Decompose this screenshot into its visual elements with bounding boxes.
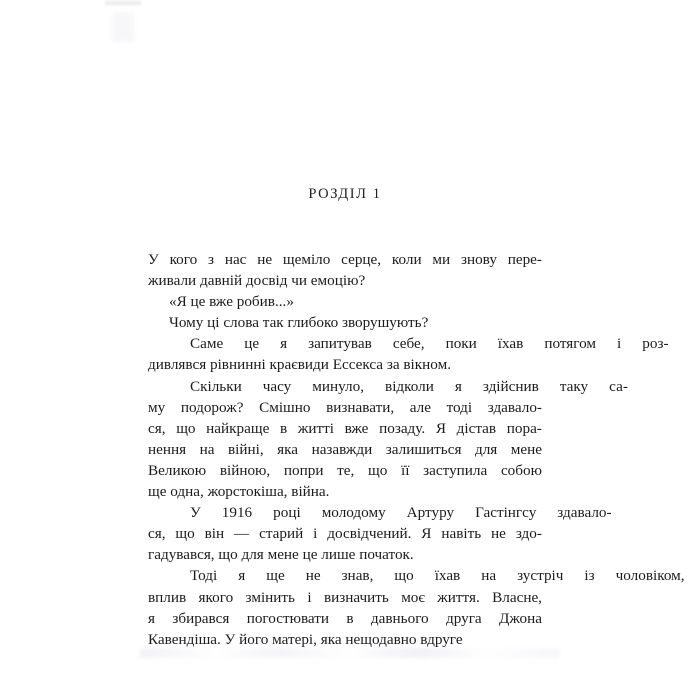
text-line	[148, 418, 542, 439]
text-word: давнього	[370, 609, 429, 627]
text-word: ся,	[148, 525, 166, 543]
text-word: здавало-	[487, 398, 542, 416]
text-word: погостювати	[246, 609, 330, 627]
text-word: друга	[445, 609, 482, 627]
text-word: я	[148, 609, 155, 627]
text-word: я	[280, 335, 288, 353]
text-line	[148, 587, 542, 608]
paragraph	[148, 333, 669, 375]
text-word: на	[199, 440, 215, 458]
text-word: зустріч	[517, 567, 564, 585]
text-word: позаду.	[379, 419, 426, 437]
text-line: Кавендіша. У його матері, яка нещодавно вдруге	[148, 630, 463, 648]
text-word: я	[238, 567, 246, 585]
text-word: Артуру	[406, 504, 455, 522]
text-word: Власне,	[492, 588, 542, 606]
text-word: війною,	[219, 461, 271, 479]
text-word: моє	[401, 588, 425, 606]
paragraph	[148, 376, 628, 503]
text-word: якого	[198, 588, 234, 606]
text-word: яка	[277, 440, 299, 458]
body-text	[148, 249, 685, 650]
text-line: гадувався, що для мене це лише початок.	[148, 546, 414, 564]
chapter-heading: РОЗДІЛ 1	[308, 186, 382, 202]
text-line	[148, 608, 542, 629]
text-word: ще	[266, 567, 285, 585]
text-word: досвідчений.	[327, 525, 412, 543]
text-word: Я	[421, 525, 432, 543]
text-word: вже	[344, 419, 369, 437]
text-word: але	[409, 398, 431, 416]
text-word: не	[491, 525, 506, 543]
text-word: що	[394, 567, 414, 585]
text-word: змінить	[245, 588, 295, 606]
text-line	[148, 439, 542, 460]
text-word: і	[307, 588, 312, 606]
text-word: для	[474, 440, 498, 458]
text-word: Скільки	[190, 377, 242, 395]
text-word: кого	[169, 251, 198, 268]
text-word: потягом	[544, 335, 597, 353]
paragraph	[148, 502, 612, 565]
text-word: назавжди	[311, 440, 373, 458]
text-word: і	[313, 525, 318, 543]
text-word: навіть	[441, 525, 482, 543]
paragraph	[148, 312, 542, 333]
text-line	[148, 523, 542, 544]
paragraph	[148, 249, 542, 291]
text-word: здавало-	[557, 504, 612, 522]
text-word: війні,	[228, 440, 264, 458]
text-line	[148, 249, 542, 270]
text-word: те,	[337, 461, 355, 479]
text-word: подорож?	[180, 398, 244, 416]
text-word: найкраще	[206, 419, 270, 437]
text-word: Джона	[499, 609, 542, 627]
text-word: що	[176, 419, 196, 437]
text-word: поки	[445, 335, 477, 353]
text-word: молодому	[321, 504, 386, 522]
text-word: нення	[148, 440, 187, 458]
text-line	[148, 397, 542, 418]
text-word: нас	[224, 251, 247, 268]
text-word: чоловіком,	[615, 567, 685, 585]
text-word: не	[305, 567, 321, 585]
text-word: 1916	[221, 504, 253, 522]
text-line: живали давній досвід чи емоцію?	[148, 272, 366, 290]
text-word: серце,	[341, 251, 382, 268]
text-word: знав,	[341, 567, 374, 585]
text-line	[148, 565, 685, 586]
text-word: Гастінгсу	[475, 504, 537, 522]
text-word: знову	[460, 251, 497, 268]
text-word: старий	[259, 525, 304, 543]
scan-artifact-top	[105, 1, 141, 5]
text-word: таку	[559, 377, 589, 395]
text-word: збирався	[172, 609, 230, 627]
text-word: це	[244, 335, 260, 353]
text-word: ся,	[148, 419, 166, 437]
text-word: дістав	[456, 419, 497, 437]
text-word: му	[148, 398, 166, 416]
text-line: ще одна, жорстокіша, війна.	[148, 483, 330, 501]
text-word: попри	[283, 461, 324, 479]
text-word: пора-	[506, 419, 542, 437]
text-word: —	[234, 525, 250, 543]
text-line: дивлявся рівнинні краєвиди Ессекса за вікном.	[148, 356, 451, 374]
text-word: визнавати,	[326, 398, 395, 416]
text-word: заступила	[423, 461, 488, 479]
text-word: минуло,	[312, 377, 365, 395]
text-line	[148, 502, 612, 523]
text-word: Я	[435, 419, 446, 437]
text-word: часу	[262, 377, 292, 395]
text-word: са-	[609, 377, 628, 395]
text-word: в	[346, 609, 354, 627]
page-text-block	[148, 186, 685, 650]
text-word: році	[273, 504, 301, 522]
text-word: собою	[500, 461, 542, 479]
text-word: Тоді	[190, 567, 218, 585]
text-word: і	[617, 335, 622, 353]
text-word: я	[454, 377, 462, 395]
text-word: щеміло	[282, 251, 331, 268]
text-word: запитував	[308, 335, 372, 353]
text-word: тоді	[446, 398, 473, 416]
text-word: відколи	[385, 377, 434, 395]
text-word: ми	[432, 251, 451, 268]
text-word: Великою	[148, 461, 207, 479]
text-word: з	[208, 251, 215, 268]
text-word: У	[148, 251, 159, 268]
paragraph	[148, 565, 685, 649]
text-word: здійснив	[482, 377, 539, 395]
text-word: що	[175, 525, 195, 543]
text-word: життя.	[437, 588, 480, 606]
text-word: У	[190, 504, 201, 522]
text-word: вплив	[148, 588, 187, 606]
text-word: Смішно	[259, 398, 311, 416]
text-line	[148, 333, 669, 354]
text-line: «Я це вже робив...»	[169, 293, 294, 311]
text-word: не	[257, 251, 273, 268]
text-word: здо-	[515, 525, 542, 543]
text-line	[148, 460, 542, 481]
text-word: що	[368, 461, 388, 479]
text-word: Саме	[190, 335, 224, 353]
text-word: себе,	[392, 335, 425, 353]
text-word: залишиться	[385, 440, 462, 458]
text-word: він	[204, 525, 225, 543]
text-word: їхав	[434, 567, 461, 585]
text-word: в	[280, 419, 288, 437]
scan-artifact-top-secondary	[112, 12, 134, 42]
text-word: на	[481, 567, 497, 585]
text-word: житті	[297, 419, 334, 437]
text-line	[148, 376, 628, 397]
text-word: пере-	[507, 251, 542, 268]
text-word: мене	[510, 440, 542, 458]
text-word: визначить	[323, 588, 389, 606]
text-line: Чому ці слова так глибоко зворушують?	[169, 314, 429, 332]
text-word: коли	[391, 251, 422, 268]
text-word: їхав	[497, 335, 524, 353]
paragraph	[148, 291, 542, 312]
text-word: її	[401, 461, 410, 479]
text-word: із	[584, 567, 595, 585]
text-word: роз-	[642, 335, 669, 353]
